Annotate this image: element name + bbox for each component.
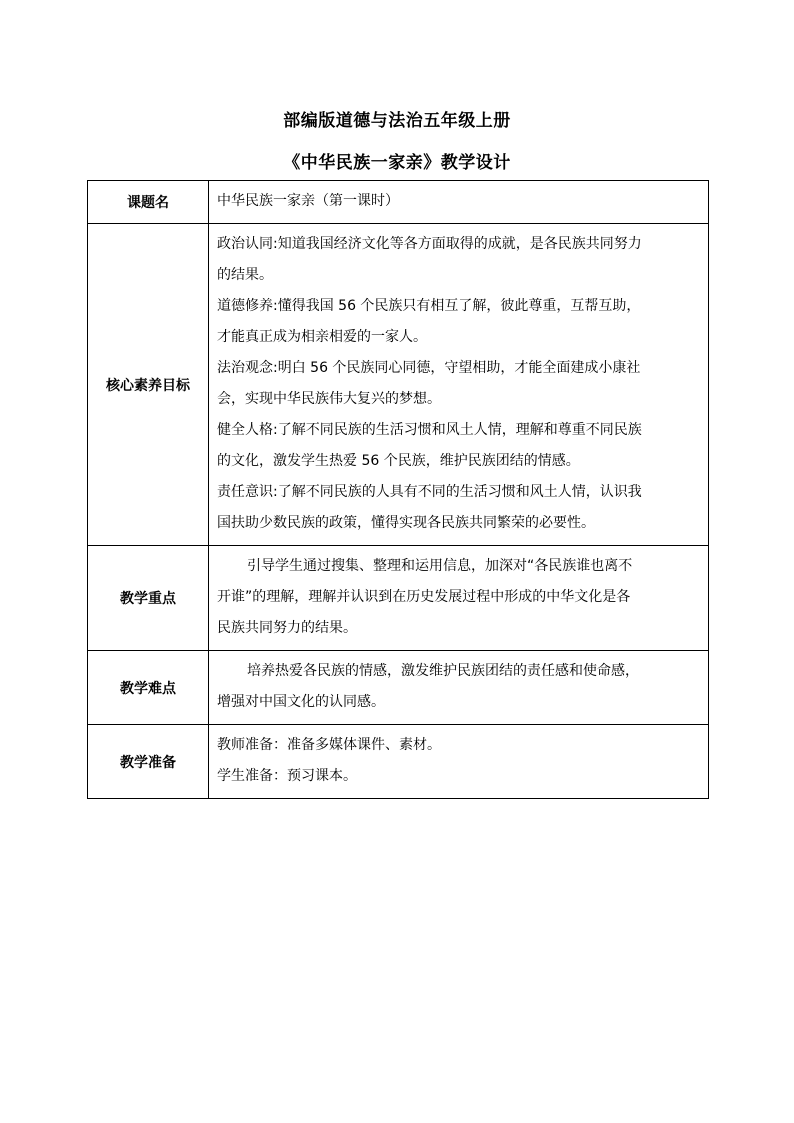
- content-line: 的结果。: [217, 267, 273, 283]
- row-content-key-points: [209, 546, 709, 651]
- content-line: 中华民族一家亲（第一课时）: [217, 193, 399, 209]
- row-content-topic: [209, 181, 709, 224]
- content-line: 才能真正成为相亲相爱的一家人。: [217, 329, 427, 345]
- content-line: 责任意识:了解不同民族的人具有不同的生活习惯和风土人情，认识我: [217, 484, 642, 500]
- lesson-plan-table: [87, 180, 709, 799]
- row-label-difficulties: 教学难点: [88, 651, 209, 725]
- content-line: 国扶助少数民族的政策，懂得实现各民族共同繁荣的必要性。: [217, 515, 595, 531]
- document-title: 部编版道德与法治五年级上册: [283, 111, 511, 131]
- content-line: 政治认同:知道我国经济文化等各方面取得的成就，是各民族共同努力: [217, 236, 642, 252]
- row-label-topic: 课题名: [88, 181, 209, 224]
- row-label-core-goals: 核心素养目标: [88, 224, 209, 546]
- content-line: 民族共同努力的结果。: [217, 620, 357, 636]
- document-subtitle: 《中华民族一家亲》教学设计: [283, 153, 511, 173]
- content-line: 的文化，激发学生热爱 56 个民族，维护民族团结的情感。: [217, 453, 580, 469]
- content-line: 会，实现中华民族伟大复兴的梦想。: [217, 391, 441, 407]
- content-line: 引导学生通过搜集、整理和运用信息，加深对“各民族谁也离不: [247, 558, 633, 574]
- content-line: 学生准备：预习课本。: [217, 768, 357, 784]
- row-content-difficulties: [209, 651, 709, 725]
- content-line: 培养热爱各民族的情感，激发维护民族团结的责任感和使命感，: [247, 663, 639, 679]
- content-line: 法治观念:明白 56 个民族同心同德，守望相助，才能全面建成小康社: [217, 360, 641, 376]
- content-line: 教师准备：准备多媒体课件、素材。: [217, 737, 441, 753]
- content-line: 开谁”的理解，理解并认识到在历史发展过程中形成的中华文化是各: [217, 589, 631, 605]
- table-row-key-points: [88, 546, 709, 651]
- table-row-preparation: [88, 725, 709, 799]
- content-line: 道德修养:懂得我国 56 个民族只有相互了解，彼此尊重，互帮互助，: [217, 298, 641, 314]
- row-label-preparation: 教学准备: [88, 725, 209, 799]
- row-content-core-goals: [209, 224, 709, 546]
- table-row-difficulties: [88, 651, 709, 725]
- table-row-core-goals: [88, 224, 709, 546]
- content-line: 增强对中国文化的认同感。: [217, 694, 385, 710]
- row-label-key-points: 教学重点: [88, 546, 209, 651]
- content-line: 健全人格:了解不同民族的生活习惯和风土人情，理解和尊重不同民族: [217, 422, 642, 438]
- table-row-topic: [88, 181, 709, 224]
- row-content-preparation: [209, 725, 709, 799]
